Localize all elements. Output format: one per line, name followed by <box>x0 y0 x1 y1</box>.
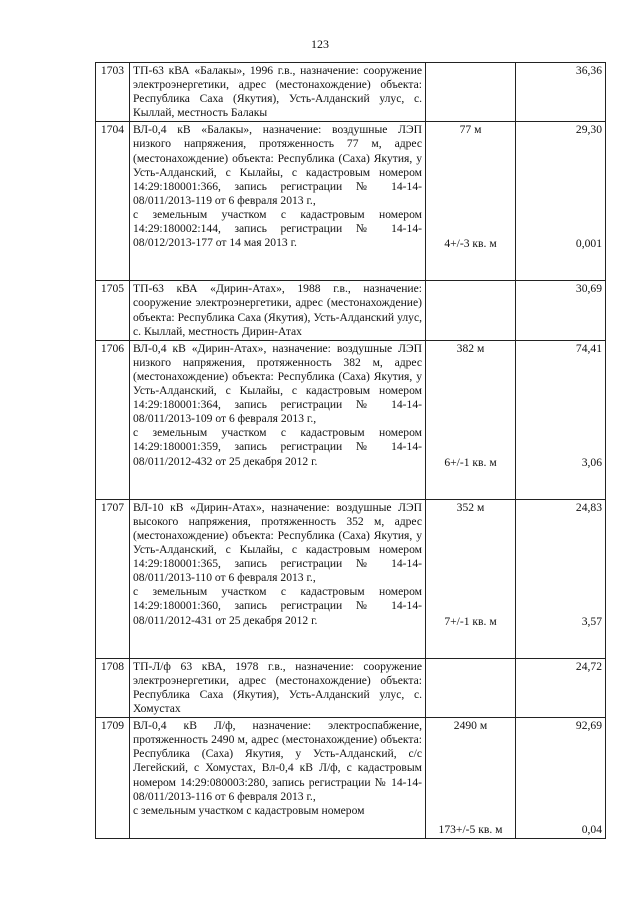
table-row <box>96 281 606 340</box>
row-quantity: 2490 м <box>453 719 488 733</box>
row-value: 24,83 <box>575 500 602 514</box>
row-land-plot-area: 7+/-1 кв. м <box>444 614 497 628</box>
table-row <box>96 718 606 839</box>
row-value: 36,36 <box>516 63 606 122</box>
row-description: ТП-63 кВА «Балакы», 1996 г.в., назначение: сооружение электроэнергетики, адрес (местонахождение) объекта: Республика Саха (Якутия), Усть-Алданский улус, с. Кыллай, местность Балакы <box>133 64 422 120</box>
row-number: 1708 <box>96 658 130 717</box>
row-land-plot-description: с земельным участком с кадастровым номером 14:29:180001:360, запись регистрации № 14-14-08/011/2012-431 от 25 декабря 2012 г. <box>133 585 422 627</box>
row-land-plot-description: с земельным участком с кадастровым номером <box>133 803 365 817</box>
page-number: 123 <box>311 37 329 51</box>
table-row <box>96 63 606 122</box>
row-land-plot-description: с земельным участком с кадастровым номером 14:29:180001:359, запись регистрации № 14-14-08/011/2012-432 от 25 декабря 2012 г. <box>133 426 422 468</box>
table-row <box>96 340 606 499</box>
row-quantity: 352 м <box>456 500 485 514</box>
row-value: 30,69 <box>516 281 606 340</box>
row-value: 74,41 <box>575 341 602 355</box>
row-land-plot-area: 4+/-3 кв. м <box>444 237 497 251</box>
row-value: 24,72 <box>516 658 606 717</box>
row-description: ВЛ-10 кВ «Дирин-Атах», назначение: воздушные ЛЭП высокого напряжения, протяженность 352 м, адрес (местонахождение) объекта: Республика (Саха) Якутия, у Усть-Алданский, с Кылайы, с кадастровым номером 14:29:180001:365, запись регистрации № 14-14-08/011/2013-110 от 6 февраля 2013 г., <box>133 500 422 585</box>
row-number: 1703 <box>96 63 130 122</box>
row-number: 1706 <box>96 340 130 499</box>
property-registry-table <box>95 62 606 839</box>
row-land-plot-value: 0,04 <box>581 823 602 837</box>
row-description: ТП-63 кВА «Дирин-Атах», 1988 г.в., назначение: сооружение электроэнергетики, адрес (местонахождение) объекта: Республика Саха (Якутия), Усть-Алданский улус, с. Кыллай, местность Дирин-Атах <box>133 282 422 338</box>
row-land-plot-value: 3,57 <box>581 614 602 628</box>
row-value: 92,69 <box>575 719 602 733</box>
table-row <box>96 499 606 658</box>
row-number: 1707 <box>96 499 130 658</box>
row-land-plot-description: с земельным участком с кадастровым номером 14:29:180002:144, запись регистрации № 14-14-08/012/2013-177 от 14 мая 2013 г. <box>133 207 422 250</box>
row-land-plot-value: 0,001 <box>575 237 602 251</box>
row-quantity <box>426 63 516 122</box>
row-number: 1709 <box>96 718 130 839</box>
row-number: 1705 <box>96 281 130 340</box>
row-value: 29,30 <box>575 123 602 137</box>
row-land-plot-area: 173+/-5 кв. м <box>438 823 503 837</box>
row-quantity: 77 м <box>459 123 482 137</box>
row-quantity: 382 м <box>456 341 485 355</box>
row-description: ТП-Л/ф 63 кВА, 1978 г.в., назначение: сооружение электроэнергетики, адрес (местонахождение) объекта: Республика Саха (Якутия), Усть-Алданский улус, с. Хомустах <box>133 659 422 716</box>
row-description: ВЛ-0,4 кВ «Дирин-Атах», назначение: воздушные ЛЭП низкого напряжения, протяженность 382 м, адрес (местонахождение) объекта: Республика (Саха) Якутия, у Усть-Алданский, с Кылайы, с кадастровым номером 14:29:180001:364, запись регистрации № 14-14-08/011/2013-109 от 6 февраля 2013 г., <box>133 341 422 426</box>
row-land-plot-value: 3,06 <box>581 455 602 469</box>
table-row <box>96 658 606 717</box>
row-description: ВЛ-0,4 кВ Л/ф, назначение: электроспабжение, протяженность 2490 м, адрес (местонахождение) объекта: Республика (Саха) Якутия, у Усть-Алданский, с/с Легейский, с Хомустах, Вл-0,4 кВ Л/ф, с кадастровым номером 14:29:080003:280, запись регистрации № 14-14-08/011/2013-116 от 6 февраля 2013 г., <box>133 719 422 803</box>
row-number: 1704 <box>96 122 130 281</box>
row-quantity <box>426 281 516 340</box>
row-land-plot-area: 6+/-1 кв. м <box>444 455 497 469</box>
table-row <box>96 122 606 281</box>
row-description: ВЛ-0,4 кВ «Балакы», назначение: воздушные ЛЭП низкого напряжения, протяженность 77 м, адрес (местонахождение) объекта: Республика (Саха) Якутия, у Усть-Алданский, с Кылайы, с кадастровым номером 14:29:180001:366, запись регистрации № 14-14-08/011/2013-119 от 6 февраля 2013 г., <box>133 123 422 207</box>
row-quantity <box>426 658 516 717</box>
